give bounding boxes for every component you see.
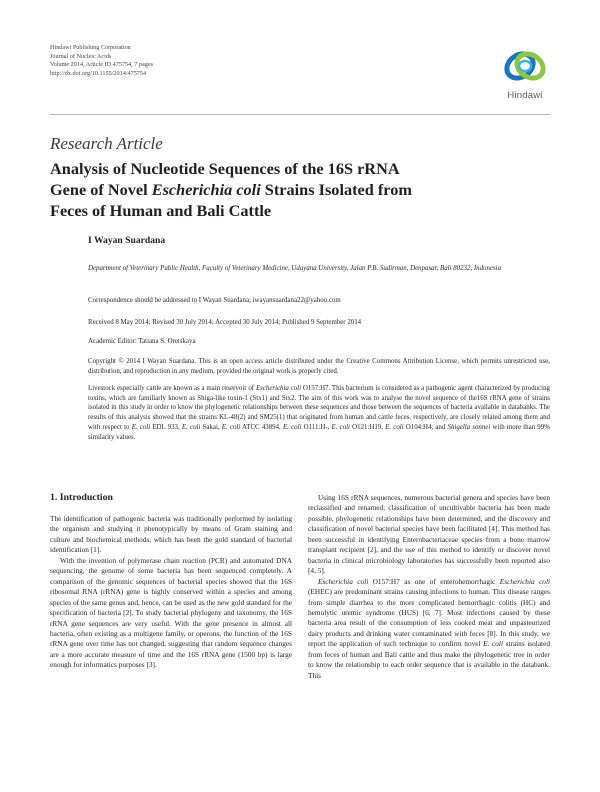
affiliation: Department of Veterinary Public Health, Faculty of Veterinary Medicine, Udayana University, Jalan P.B. Sudirman, Denpasar, Bali 80232, Indonesia [88, 265, 502, 272]
hindawi-logo [496, 44, 554, 106]
paragraph: The identification of pathogenic bacteria was traditionally performed by isolating the organism and studying it phenotypically by means of Gram staining and culture and biochemical methods, which has been the gold standard of bacterial identification [1]. [50, 514, 292, 555]
hindawi-logo-icon [496, 44, 554, 90]
section-heading-introduction: 1. Introduction [50, 492, 113, 503]
academic-editor: Academic Editor: Tatiana S. Oretskaya [88, 338, 196, 345]
paragraph: With the invention of polymerase chain reaction (PCR) and automated DNA sequencing, the genome of some bacteria has been sequenced completely. A comparison of the genomic sequences of bacterial species showed that the 16S ribosomal RNA (rRNA) gene is highly conserved within a species and among species of the same genus and, hence, can be used as the new gold standard for the specification of bacteria [2]. To study bacterial phylogeny and taxonomy, the 16S rRNA gene sequences are very useful. With the gene presence in almost all bacteria, often existing as a multigene family, or operons, the function of the 16S rRNA gene over time has not changed, suggesting that random sequence changes are a more accurate measure of time and the 16S rRNA gene (1500 bp) is large enough for informatics purposes [3]. [50, 555, 292, 670]
copyright-notice: Copyright © 2014 I Wayan Suardana. This is an open access article distributed under the Creative Commons Attribution License, which permits unrestricted use, distribution, and reproduction in any medium, provided the original work is properly cited. [88, 358, 550, 375]
abstract: Livestock especially cattle are known as a main reservoir of Escherichia coli O157:H7. This bacterium is considered as a pathogenic agent characterized by producing toxins, which are familiarly known as Shiga-like toxin-1 (Stx1) and Stx2. The aim of this work was to analyse the novel sequence of the16S rRNA gene of strains isolated in this study in order to know the phylogenetic relationships between these sequences and those between the sequences of bacteria available in databanks. The results of this analysis showed that the strains KL-48(2) and SM25(1) that originated from human and cattle feces, respectively, are closely related among them and with respect to E. coli EDL 933, E. coli Sakai, E. coli ATCC 43894, E. coli O111:H-, E. coli O121:H19, E. coli O104:H4, and Shigella sonnei with more than 99% similarity values. [88, 385, 550, 441]
doi-link[interactable]: http://dx.doi.org/10.1155/2014/475754 [50, 70, 147, 78]
header-divider [50, 114, 550, 115]
correspondence: Correspondence should be addressed to I Wayan Suardana; iwayansuardana22@yahoo.com [88, 297, 341, 304]
title-line-1: Analysis of Nucleotide Sequences of the 16S rRNA [50, 159, 400, 178]
hindawi-logo-text: Hindawi [507, 90, 543, 101]
author-name: I Wayan Suardana [88, 235, 166, 246]
paragraph: Using 16S rRNA sequences, numerous bacterial genera and species have been reclassified and renamed; classification of uncultivable bacteria has been made possible, phylogenetic relationships have been determined, and the discovery and classification of novel bacterial species have been facilitated [4]. This method has been successful in identifying Enterobacteriaceae species from a bone marrow transplant recipient [2], and the use of this method to identify or discover novel bacteria in clinical microbiology laboratories has successfully been reported also [4, 5]. [308, 493, 550, 576]
paragraph: Escherichia coli O157:H7 as one of enterohemorrhagic Escherichia coli (EHEC) are predominant strains causing infections to human. This disease ranges from simple diarrhea to the more complicated hemorrhagic colitis (HC) and hemolytic uremic syndrome (HUS) [6, 7]. Most infections caused by these bacteria area result of the consumption of less cooked meat and unpasteurized dairy products and drinking water contaminated with feces [8]. In this study, we report the application of such technique to confirm novel E. coli strains isolated from feces of human and Bali cattle and thus make the phylogenetic tree in order to know the relationship to each order sequence that is available in the databank. This [308, 576, 551, 680]
journal-header [50, 44, 153, 79]
title-line-3: Feces of Human and Bali Cattle [50, 201, 272, 220]
article-title [50, 158, 550, 221]
article-dates: Received 8 May 2014; Revised 30 July 2014; Accepted 30 July 2014; Published 9 September 2014 [88, 319, 362, 326]
volume-line: Volume 2014, Article ID 475754, 7 pages [50, 61, 153, 69]
publisher: Hindawi Publishing Corporation [50, 44, 131, 51]
article-type: Research Article [50, 134, 163, 153]
title-line-2: Gene of Novel Escherichia coli Strains Isolated from [50, 180, 412, 199]
journal-name: Journal of Nucleic Acids [50, 52, 112, 60]
left-column [50, 514, 292, 671]
right-column [308, 493, 550, 681]
